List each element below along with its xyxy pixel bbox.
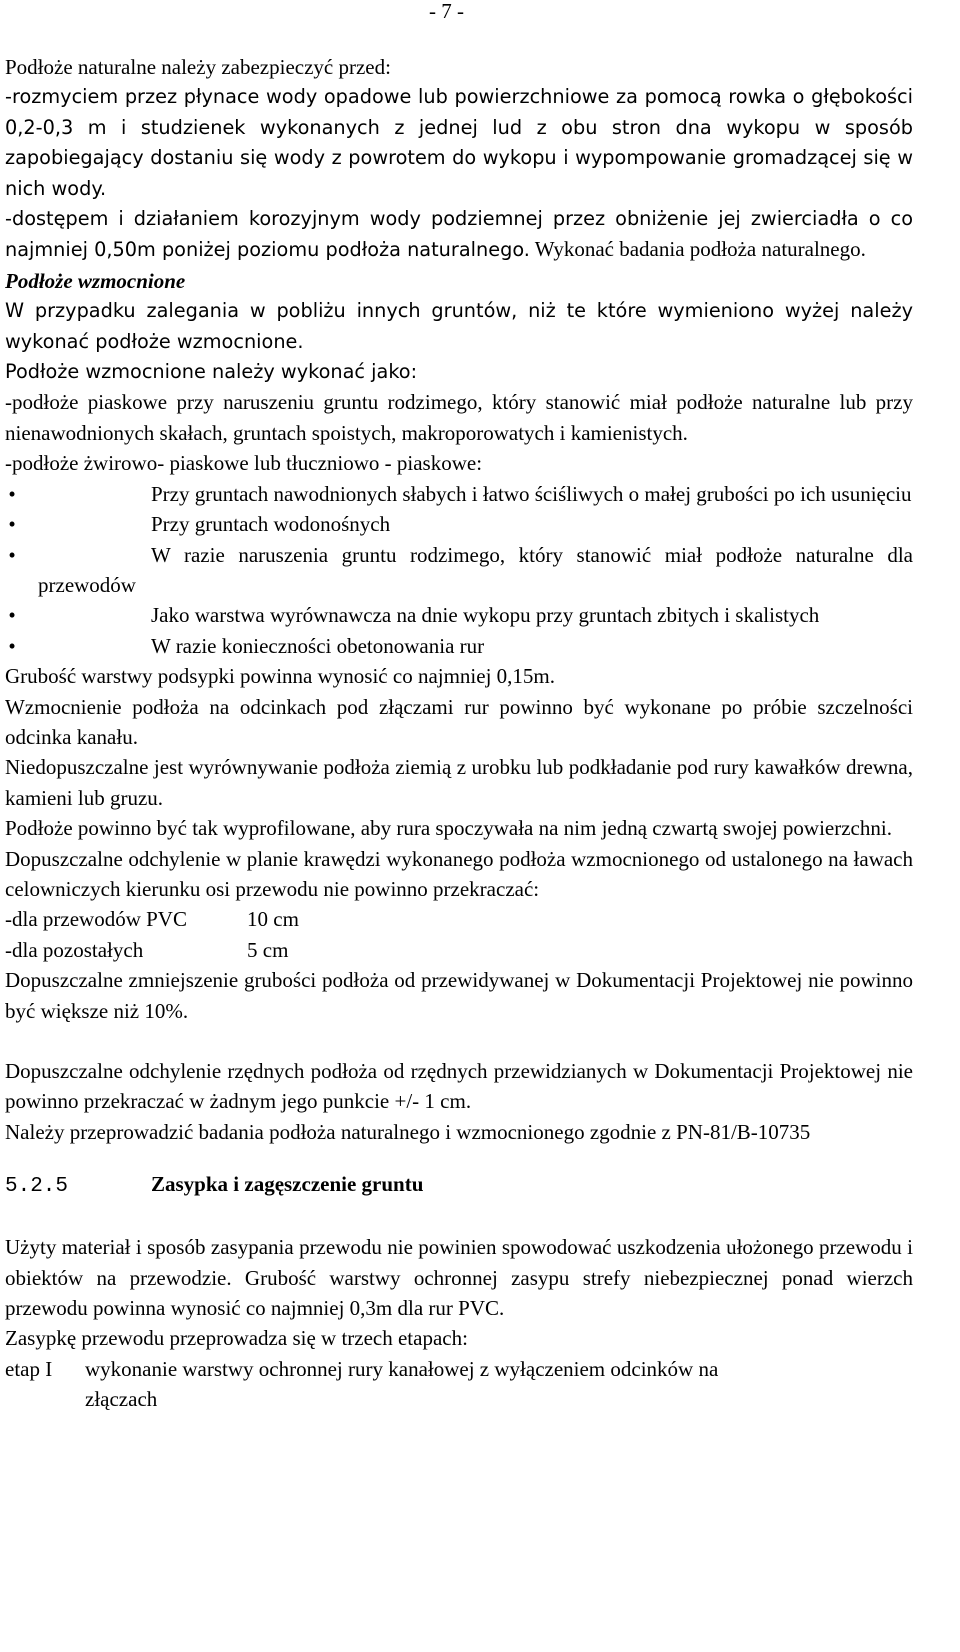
paragraph-backfill-stages: Zasypkę przewodu przeprowadza się w trzech etapach: bbox=[5, 1326, 468, 1351]
list-item-text: Przy gruntach wodonośnych bbox=[151, 512, 391, 537]
bullet-icon: • bbox=[8, 481, 16, 506]
stage-1 bbox=[5, 1354, 913, 1415]
page-number: - 7 - bbox=[429, 0, 464, 23]
list-item bbox=[5, 631, 913, 661]
bullet-icon: • bbox=[8, 542, 16, 567]
list-item-text: Przy gruntach nawodnionych słabych i łatwo ściśliwych o małej grubości po ich usunięciu bbox=[151, 481, 912, 506]
list-item bbox=[5, 479, 913, 509]
paragraph-prohibited: Niedopuszczalne jest wyrównywanie podłoża ziemią z urobku lub podkładanie pod rury kawałków drewna, kamieni lub gruzu. bbox=[5, 755, 913, 810]
list-item-text: W razie naruszenia gruntu rodzimego, który stanowić miał podłoże naturalne dla przewodów bbox=[38, 542, 913, 597]
paragraph-reinforced-as: Podłoże wzmocnione należy wykonać jako: bbox=[5, 360, 418, 384]
tolerance-pvc-value: 10 cm bbox=[247, 907, 299, 932]
tolerance-pvc bbox=[5, 904, 913, 934]
paragraph-deviation-plan: Dopuszczalne odchylenie w planie krawędzi wykonanego podłoża wzmocnionego od ustalonego na ławach celowniczych kierunku osi przewodu nie powinno przekraczać: bbox=[5, 846, 913, 901]
paragraph-elevation-deviation: Dopuszczalne odchylenie rzędnych podłoża od rzędnych przewidzianych w Dokumentacji Projektowej nie powinno przekraczać w żadnym jego punkcie +/- 1 cm. bbox=[5, 1059, 913, 1114]
section-heading bbox=[5, 1169, 913, 1202]
subheading-reinforced: Podłoże wzmocnione bbox=[5, 268, 186, 293]
stage-1-text: wykonanie warstwy ochronnej rury kanałowej z wyłączeniem odcinków na złączach bbox=[85, 1356, 719, 1412]
paragraph-joints: Wzmocnienie podłoża na odcinkach pod złączami rur powinno być wykonane po próbie szczelności odcinka kanału. bbox=[5, 694, 913, 749]
paragraph-layer-thickness: Grubość warstwy podsypki powinna wynosić co najmniej 0,15m. bbox=[5, 664, 556, 689]
list-item bbox=[5, 600, 913, 630]
tolerance-other-label: -dla pozostałych bbox=[5, 937, 144, 962]
tolerance-other bbox=[5, 935, 913, 965]
paragraph-profile: Podłoże powinno być tak wyprofilowane, aby rura spoczywała na nim jedną czwartą swojej powierzchni. bbox=[5, 816, 892, 841]
section-title: Zasypka i zagęszczenie gruntu bbox=[151, 1172, 424, 1197]
tolerance-other-value: 5 cm bbox=[247, 937, 289, 962]
paragraph-intro: Podłoże naturalne należy zabezpieczyć przed: bbox=[5, 55, 391, 79]
paragraph-groundwater bbox=[5, 204, 913, 266]
list-item bbox=[5, 509, 913, 539]
paragraph-groundwater-text: -dostępem i działaniem korozyjnym wody podziemnej przez obniżenie jej zwierciadła o co najmniej 0,50m poniżej poziomu podłoża naturalnego. bbox=[5, 207, 913, 262]
bullet-icon: • bbox=[8, 633, 16, 658]
paragraph-backfill-material: Użyty materiał i sposób zasypania przewodu nie powinien spowodować uszkodzenia ułożonego przewodu i obiektów na przewodzie. Grubość warstwy ochronnej zasypu strefy niebezpiecznej ponad wierzch przewodu powinna wynosić co najmniej 0,3m dla rur PVC. bbox=[5, 1235, 913, 1321]
document-body bbox=[5, 52, 913, 1415]
stage-1-label: etap I bbox=[5, 1356, 53, 1381]
section-number: 5.2.5 bbox=[5, 1175, 69, 1199]
list-item bbox=[5, 540, 913, 601]
bullet-icon: • bbox=[8, 603, 16, 628]
paragraph-thickness-reduction: Dopuszczalne zmniejszenie grubości podłoża od przewidywanej w Dokumentacji Projektowej nie powinno być większe niż 10%. bbox=[5, 968, 913, 1023]
tolerance-pvc-label: -dla przewodów PVC bbox=[5, 907, 187, 932]
bullet-icon: • bbox=[8, 512, 16, 537]
paragraph-sand-base: -podłoże piaskowe przy naruszeniu gruntu rodzimego, który stanowić miał podłoże naturalne lub przy nienawodnionych skałach, gruntach spoistych, makroporowatych i kamienistych. bbox=[5, 390, 913, 445]
paragraph-groundwater-tests: Wykonać badania podłoża naturalnego. bbox=[529, 237, 866, 262]
paragraph-gravel-base: -podłoże żwirowo- piaskowe lub tłuczniowo - piaskowe: bbox=[5, 451, 483, 476]
bullet-list bbox=[5, 479, 913, 661]
list-item-text: W razie konieczności obetonowania rur bbox=[151, 633, 485, 658]
paragraph-erosion: -rozmyciem przez płynace wody opadowe lub powierzchniowe za pomocą rowka o głębokości 0,2-0,3 m i studzienek wykonanych z jednej lud z obu stron dna wykopu w sposób zapobiegający dostaniu się wody z powrotem do wykopu i wypompowanie gromadzącej się w nich wody. bbox=[5, 85, 913, 200]
paragraph-other-soils: W przypadku zalegania w pobliżu innych gruntów, niż te które wymieniono wyżej należy wykonać podłoże wzmocnione. bbox=[5, 299, 913, 353]
paragraph-tests-standard: Należy przeprowadzić badania podłoża naturalnego i wzmocnionego zgodnie z PN-81/B-10735 bbox=[5, 1119, 811, 1144]
list-item-text: Jako warstwa wyrównawcza na dnie wykopu przy gruntach zbitych i skalistych bbox=[151, 603, 820, 628]
